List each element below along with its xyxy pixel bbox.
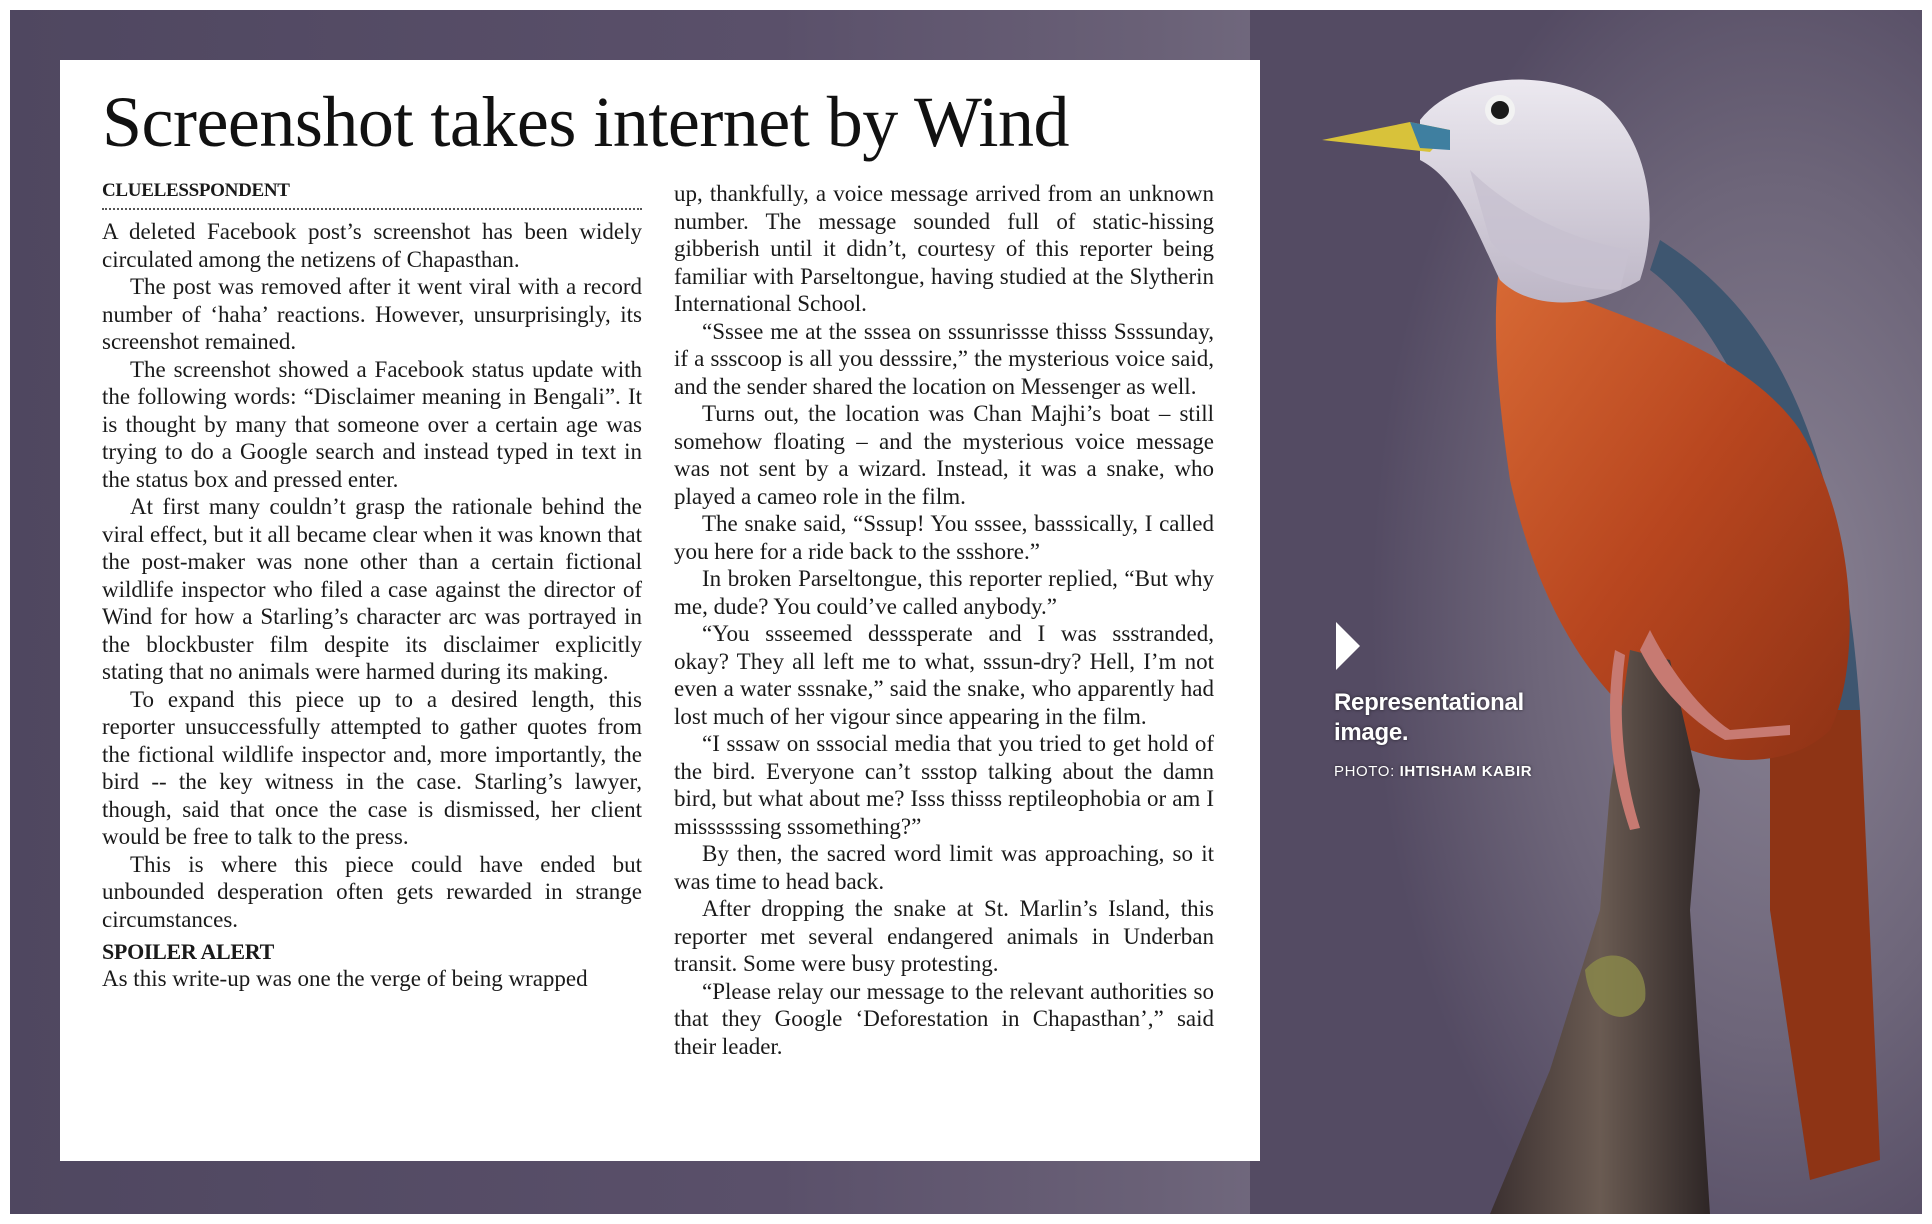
- paragraph: To expand this piece up to a desired length, this reporter unsuccessfully attempted to gather quotes from the fictional wildlife inspector and, more importantly, the bird -- the key witness in the case. Starling’s lawyer, though, said that once the case is dismissed, her client would be free to talk to the press.: [102, 686, 642, 849]
- paragraph: “You ssseemed desssperate and I was ssstranded, okay? They all left me to what, sssun-dry? Hell, I’m not even a water sssnake,” said the snake, who apparently had lost much of her vigour since appearing in the film.: [674, 621, 1214, 729]
- credit-label: PHOTO:: [1334, 763, 1395, 780]
- article-column-2: [674, 180, 1214, 1060]
- paragraph: “Sssee me at the sssea on sssunrissse thisss Ssssunday, if a ssscoop is all you desssire,” the mysterious voice said, and the sender shared the location on Messenger as well.: [674, 318, 1214, 399]
- paragraph: The snake said, “Sssup! You sssee, basssically, I called you here for a ride back to the ssshore.”: [674, 511, 1214, 564]
- credit-name: IHTISHAM KABIR: [1399, 763, 1533, 780]
- paragraph: By then, the sacred word limit was approaching, so it was time to head back.: [674, 841, 1214, 894]
- paragraph: After dropping the snake at St. Marlin’s Island, this reporter met several endangered animals in Underban transit. Some were busy protesting.: [674, 896, 1214, 976]
- paragraph: This is where this piece could have ended but unbounded desperation often gets rewarded in strange circumstances.: [102, 851, 642, 932]
- triangle-right-icon: [1336, 622, 1360, 670]
- photo-caption: [1334, 688, 1564, 781]
- headline: Screenshot takes internet by Wind: [102, 82, 1070, 162]
- paragraph: The post was removed after it went viral with a record number of ‘haha’ reactions. However, unsurprisingly, its screenshot remained.: [102, 274, 642, 354]
- article-column-1: [102, 178, 642, 993]
- paragraph: A deleted Facebook post’s screenshot has been widely circulated among the netizens of Chapasthan.: [102, 219, 642, 272]
- article-box: [60, 60, 1260, 1161]
- paragraph: The screenshot showed a Facebook status update with the following words: “Disclaimer meaning in Bengali”. It is thought by many that someone over a certain age was trying to do a Google search and instead typed in text in the status box and pressed enter.: [102, 356, 642, 492]
- byline: CLUELESSPONDENT: [102, 178, 642, 210]
- paragraph: “I sssaw on sssocial media that you tried to get hold of the bird. Everyone can’t ssstop talking about the damn bird, but what about me? Isss thisss reptileophobia or am I missssssing sssomething?”: [674, 731, 1214, 839]
- paragraph: In broken Parseltongue, this reporter replied, “But why me, dude? You could’ve called anybody.”: [674, 566, 1214, 619]
- paragraph: As this write-up was one the verge of being wrapped: [102, 966, 588, 991]
- paragraph: Turns out, the location was Chan Majhi’s boat – still somehow floating – and the mysterious voice message was not sent by a wizard. Instead, it was a snake, who played a cameo role in the film.: [674, 401, 1214, 509]
- subhead: SPOILER ALERT: [102, 939, 274, 964]
- paragraph: “Please relay our message to the relevant authorities so that they Google ‘Deforestation in Chapasthan’,” said their leader.: [674, 978, 1214, 1059]
- caption-text: Representational image.: [1334, 689, 1524, 746]
- paragraph: up, thankfully, a voice message arrived from an unknown number. The message sounded full of static-hissing gibberish until it didn’t, courtesy of this reporter being familiar with Parseltongue, having studied at the Slytherin International School.: [674, 181, 1214, 316]
- photo-credit: [1334, 762, 1564, 781]
- paragraph: At first many couldn’t grasp the rationale behind the viral effect, but it all became clear when it was known that the post-maker was none other than a certain fictional wildlife inspector who filed a case against the director of Wind for how a Starling’s character arc was portrayed in the blockbuster film despite its disclaimer explicitly stating that no animals were harmed during its making.: [102, 494, 642, 684]
